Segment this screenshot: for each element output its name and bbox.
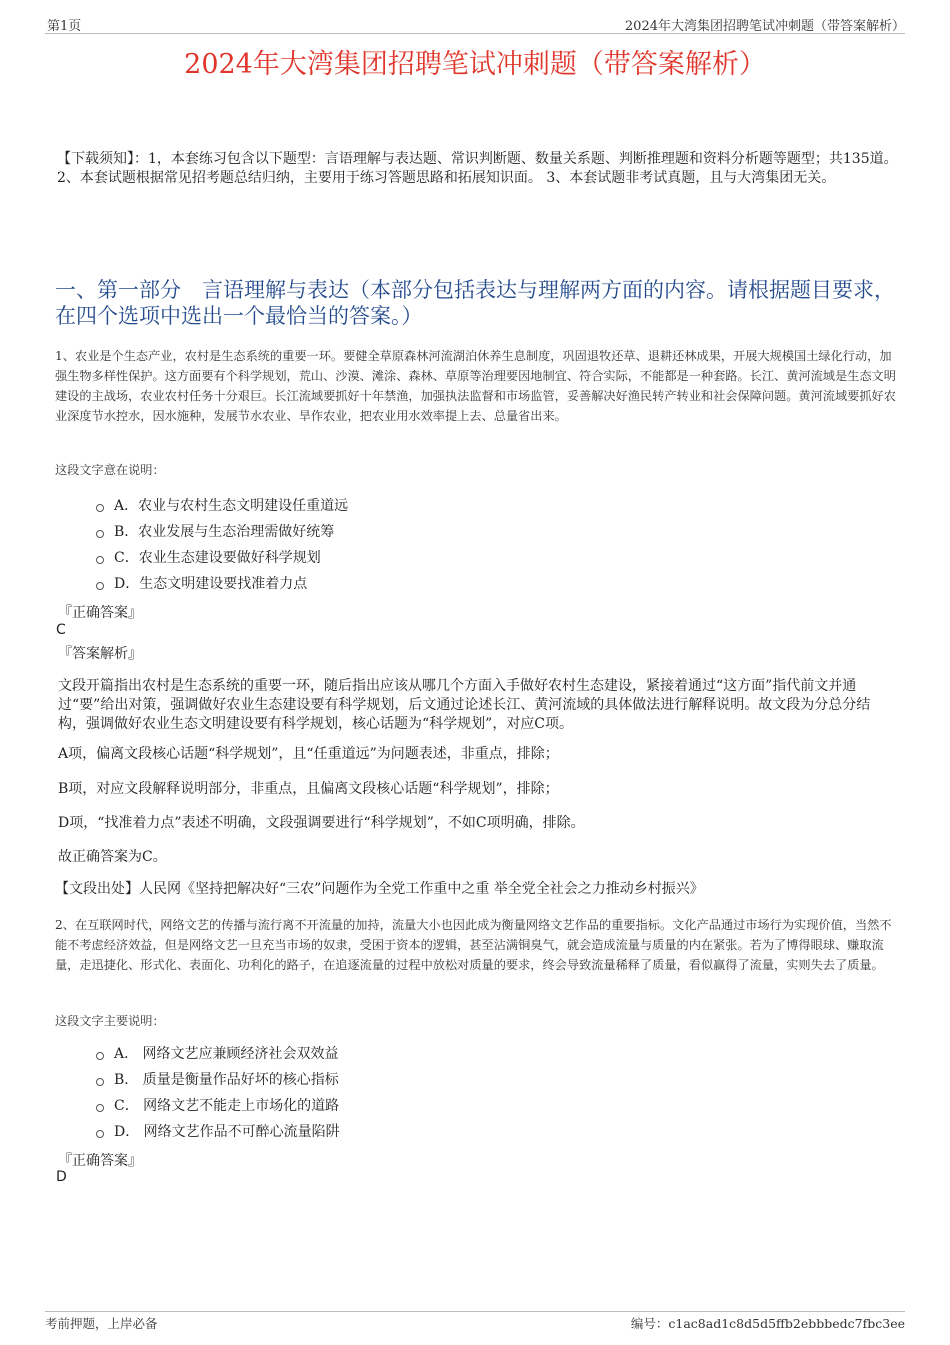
question-1-prompt: 这段文字意在说明：	[55, 463, 165, 477]
option-label: D． 网络文艺作品不可醉心流量陷阱	[114, 1124, 340, 1140]
radio-icon[interactable]	[96, 504, 104, 512]
page-title: 2024年大湾集团招聘笔试冲刺题（带答案解析）	[184, 49, 766, 80]
header-divider	[45, 33, 905, 34]
q1-conclusion: 故正确答案为C。	[58, 849, 167, 865]
header-page-number: 第1页	[47, 19, 82, 34]
question-2-prompt: 这段文字主要说明：	[55, 1014, 165, 1028]
q1-answer-label: 『正确答案』	[58, 605, 142, 621]
q1-analysis-label: 『答案解析』	[58, 646, 142, 662]
radio-icon[interactable]	[96, 530, 104, 538]
question-2-text: 2、在互联网时代，网络文艺的传播与流行离不开流量的加持，流量大小也因此成为衡量网络文艺作品的重要指标。文化产品通过市场行为实现价值，当然不能不考虑经济效益，但是网络文艺一旦充当市场的奴隶，受困于资本的逻辑，甚至沾满铜臭气，就会造成流量与质量的内在紧张。若为了博得眼球、赚取流量，走迅捷化、形式化、表面化、功利化的路子，在追逐流量的过程中放松对质量的要求，终会导致流量稀释了质量，看似赢得了流量，实则失去了质量。	[55, 918, 892, 972]
question-1-text: 1、农业是个生态产业，农村是生态系统的重要一环。要健全草原森林河流湖泊休养生息制度，巩固退牧还草、退耕还林成果，开展大规模国土绿化行动，加强生物多样性保护。这方面要有个科学规划，荒山、沙漠、滩涂、森林、草原等治理要因地制宜、符合实际，不能都是一种套路。长江、黄河流域是生态文明建设的主战场，农业农村任务十分艰巨。长江流域要抓好十年禁渔，加强执法监督和市场监管，妥善解决好渔民转产转业和社会保障问题。黄河流域要抓好农业深度节水控水，因水施种，发展节水农业、旱作农业，把农业用水效率提上去、总量省出来。	[55, 349, 896, 423]
q2-option-c[interactable]	[96, 1096, 339, 1116]
q1-option-d[interactable]	[96, 574, 307, 594]
radio-icon[interactable]	[96, 582, 104, 590]
radio-icon[interactable]	[96, 1052, 104, 1060]
download-notice: 【下载须知】：1，本套练习包含以下题型：言语理解与表达题、常识判断题、数量关系题、判断推理题和资料分析题等题型；共135道。 2、本套试题根据常见招考题总结归纳，主要用于练习答题思路和拓展知识面。 3、本套试题非考试真题，且与大湾集团无关。	[57, 151, 898, 186]
radio-icon[interactable]	[96, 1130, 104, 1138]
q2-option-d[interactable]	[96, 1122, 340, 1142]
option-label: B．农业发展与生态治理需做好统筹	[114, 524, 335, 540]
section-title: 一、第一部分 言语理解与表达（本部分包括表达与理解两方面的内容。请根据题目要求，在四个选项中选出一个最恰当的答案。）	[55, 278, 895, 328]
footer-slogan: 考前押题，上岸必备	[45, 1316, 158, 1331]
q2-answer-label: 『正确答案』	[58, 1153, 142, 1169]
q2-answer: D	[56, 1169, 67, 1185]
q2-option-a[interactable]	[96, 1044, 339, 1064]
radio-icon[interactable]	[96, 1078, 104, 1086]
option-label: D．生态文明建设要找准着力点	[114, 576, 308, 592]
q1-note-a: A项，偏离文段核心话题“科学规划”，且“任重道远”为问题表述，非重点，排除；	[58, 746, 559, 762]
q2-option-b[interactable]	[96, 1070, 339, 1090]
footer-doc-id: 编号：c1ac8ad1c8d5d5ffb2ebbbedc7fbc3ee	[630, 1316, 905, 1331]
option-label: C．农业生态建设要做好科学规划	[114, 550, 321, 566]
footer-divider	[45, 1311, 905, 1312]
q1-analysis-text: 文段开篇指出农村是生态系统的重要一环，随后指出应该从哪几个方面入手做好农村生态建设，紧接着通过“这方面”指代前文并通过“要”给出对策，强调做好农业生态建设要有科学规划，后文通过论述长江、黄河流域的具体做法进行解释说明。故文段为分总分结构，强调做好农业生态文明建设要有科学规划，核心话题为“科学规划”，对应C项。	[58, 678, 871, 732]
q1-note-d: D项，“找准着力点”表述不明确，文段强调要进行“科学规划”，不如C项明确，排除。	[58, 815, 585, 831]
q1-answer: C	[56, 622, 66, 638]
option-label: A． 网络文艺应兼顾经济社会双效益	[114, 1046, 339, 1062]
q1-note-b: B项，对应文段解释说明部分，非重点，且偏离文段核心话题“科学规划”，排除；	[58, 781, 559, 797]
option-label: A．农业与农村生态文明建设任重道远	[114, 498, 349, 514]
q1-source: 【文段出处】人民网《坚持把解决好“三农”问题作为全党工作重中之重 举全党全社会之力推动乡村振兴》	[55, 881, 704, 897]
header-doc-title: 2024年大湾集团招聘笔试冲刺题（带答案解析）	[624, 19, 905, 34]
q1-option-a[interactable]	[96, 496, 348, 516]
q1-option-c[interactable]	[96, 548, 321, 568]
option-label: C． 网络文艺不能走上市场化的道路	[114, 1098, 340, 1114]
radio-icon[interactable]	[96, 556, 104, 564]
option-label: B． 质量是衡量作品好坏的核心指标	[114, 1072, 339, 1088]
radio-icon[interactable]	[96, 1104, 104, 1112]
q1-option-b[interactable]	[96, 522, 334, 542]
